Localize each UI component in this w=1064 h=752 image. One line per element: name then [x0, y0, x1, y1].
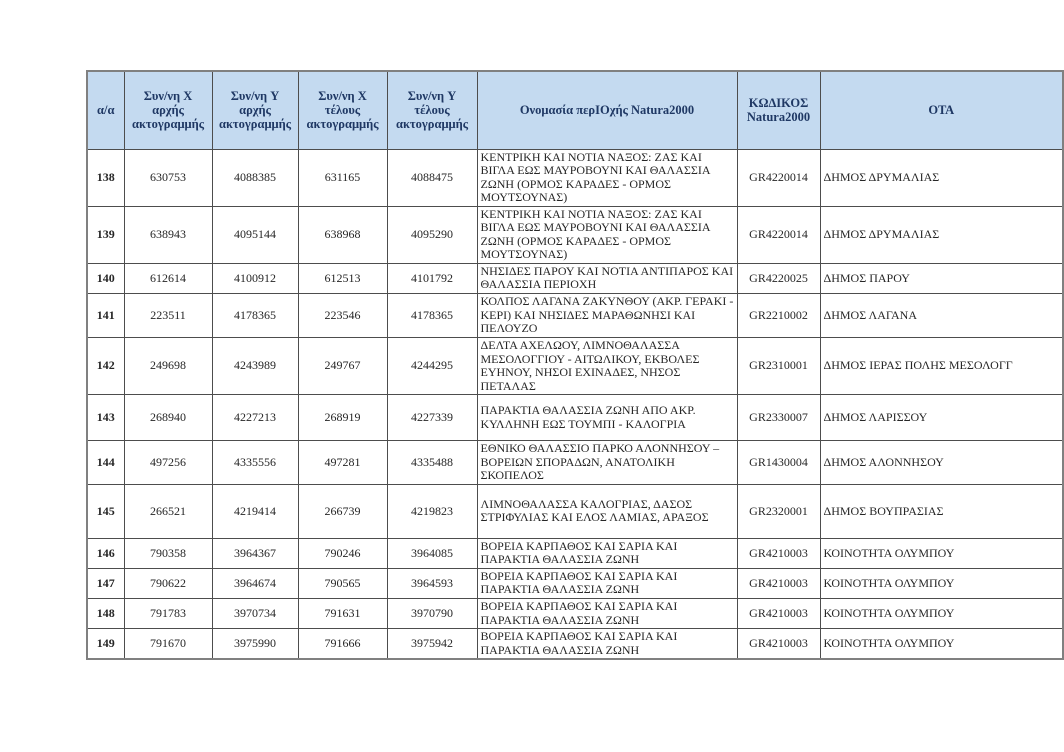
- cell-natura-name: ΚΕΝΤΡΙΚΗ ΚΑΙ ΝΟΤΙΑ ΝΑΞΟΣ: ΖΑΣ ΚΑΙ ΒΙΓΛΑ ΕΩΣ ΜΑΥΡΟΒΟΥΝΙ ΚΑΙ ΘΑΛΑΣΣΙΑ ΖΩΝΗ (ΟΡΜΟΣ ΚΑΡΑΔΕΣ - ΟΡΜΟΣ ΜΟΥΤΣΟΥΝΑΣ): [477, 149, 737, 206]
- cell-natura-code: GR4220014: [737, 206, 820, 263]
- cell-x-end: 223546: [298, 293, 387, 337]
- cell-row-number: 146: [87, 538, 124, 568]
- cell-natura-code: GR1430004: [737, 441, 820, 485]
- cell-x-end: 249767: [298, 337, 387, 394]
- cell-x-start: 268940: [124, 395, 212, 441]
- cell-y-end: 3964593: [387, 568, 477, 598]
- cell-x-start: 249698: [124, 337, 212, 394]
- cell-y-end: 4095290: [387, 206, 477, 263]
- table-row: [87, 629, 1063, 660]
- cell-y-end: 4088475: [387, 149, 477, 206]
- cell-natura-name: ΒΟΡΕΙΑ ΚΑΡΠΑΘΟΣ ΚΑΙ ΣΑΡΙΑ ΚΑΙ ΠΑΡΑΚΤΙΑ ΘΑΛΑΣΣΙΑ ΖΩΝΗ: [477, 538, 737, 568]
- cell-x-start: 612614: [124, 263, 212, 293]
- cell-y-end: 4227339: [387, 395, 477, 441]
- cell-ota: ΚΟΙΝΟΤΗΤΑ ΟΛΥΜΠΟΥ: [820, 568, 1063, 598]
- table-row: [87, 293, 1063, 337]
- cell-x-end: 266739: [298, 484, 387, 538]
- cell-y-end: 3970790: [387, 598, 477, 628]
- cell-natura-name: ΒΟΡΕΙΑ ΚΑΡΠΑΘΟΣ ΚΑΙ ΣΑΡΙΑ ΚΑΙ ΠΑΡΑΚΤΙΑ ΘΑΛΑΣΣΙΑ ΖΩΝΗ: [477, 629, 737, 660]
- cell-row-number: 142: [87, 337, 124, 394]
- cell-ota: ΔΗΜΟΣ ΔΡΥΜΑΛΙΑΣ: [820, 149, 1063, 206]
- table-row: [87, 263, 1063, 293]
- cell-y-start: 4088385: [212, 149, 298, 206]
- cell-row-number: 145: [87, 484, 124, 538]
- cell-natura-code: GR4220014: [737, 149, 820, 206]
- cell-natura-code: GR2310001: [737, 337, 820, 394]
- table-body: [87, 149, 1063, 659]
- cell-ota: ΔΗΜΟΣ ΔΡΥΜΑΛΙΑΣ: [820, 206, 1063, 263]
- cell-x-end: 790565: [298, 568, 387, 598]
- cell-x-start: 638943: [124, 206, 212, 263]
- cell-row-number: 147: [87, 568, 124, 598]
- cell-row-number: 149: [87, 629, 124, 660]
- col-header-ota: ΟΤΑ: [820, 71, 1063, 149]
- cell-y-start: 4227213: [212, 395, 298, 441]
- cell-row-number: 139: [87, 206, 124, 263]
- cell-natura-name: ΛΙΜΝΟΘΑΛΑΣΣΑ ΚΑΛΟΓΡΙΑΣ, ΔΑΣΟΣ ΣΤΡΙΦΥΛΙΑΣ ΚΑΙ ΕΛΟΣ ΛΑΜΙΑΣ, ΑΡΑΞΟΣ: [477, 484, 737, 538]
- cell-y-end: 4335488: [387, 441, 477, 485]
- cell-y-start: 4095144: [212, 206, 298, 263]
- col-header-natura-name: Ονομασία περΙΟχής Natura2000: [477, 71, 737, 149]
- cell-natura-code: GR4210003: [737, 598, 820, 628]
- col-header-y-start: Συν/νη Y αρχής ακτογραμμής: [212, 71, 298, 149]
- cell-row-number: 141: [87, 293, 124, 337]
- cell-natura-code: GR4210003: [737, 568, 820, 598]
- cell-y-end: 4219823: [387, 484, 477, 538]
- cell-ota: ΚΟΙΝΟΤΗΤΑ ΟΛΥΜΠΟΥ: [820, 598, 1063, 628]
- table-row: [87, 149, 1063, 206]
- cell-y-start: 4219414: [212, 484, 298, 538]
- cell-y-start: 4243989: [212, 337, 298, 394]
- cell-row-number: 140: [87, 263, 124, 293]
- cell-row-number: 138: [87, 149, 124, 206]
- cell-natura-name: ΕΘΝΙΚΟ ΘΑΛΑΣΣΙΟ ΠΑΡΚΟ ΑΛΟΝΝΗΣΟΥ – ΒΟΡΕΙΩΝ ΣΠΟΡΑΔΩΝ, ΑΝΑΤΟΛΙΚΗ ΣΚΟΠΕΛΟΣ: [477, 441, 737, 485]
- cell-y-end: 3964085: [387, 538, 477, 568]
- cell-x-end: 631165: [298, 149, 387, 206]
- cell-x-end: 497281: [298, 441, 387, 485]
- cell-y-end: 4178365: [387, 293, 477, 337]
- table-row: [87, 395, 1063, 441]
- cell-x-start: 223511: [124, 293, 212, 337]
- cell-x-start: 790358: [124, 538, 212, 568]
- cell-natura-name: ΝΗΣΙΔΕΣ ΠΑΡΟΥ ΚΑΙ ΝΟΤΙΑ ΑΝΤΙΠΑΡΟΣ ΚΑΙ ΘΑΛΑΣΣΙΑ ΠΕΡΙΟΧΗ: [477, 263, 737, 293]
- cell-ota: ΔΗΜΟΣ ΙΕΡΑΣ ΠΟΛΗΣ ΜΕΣΟΛΟΓΓ: [820, 337, 1063, 394]
- cell-x-start: 791783: [124, 598, 212, 628]
- table-row: [87, 441, 1063, 485]
- cell-natura-name: ΒΟΡΕΙΑ ΚΑΡΠΑΘΟΣ ΚΑΙ ΣΑΡΙΑ ΚΑΙ ΠΑΡΑΚΤΙΑ ΘΑΛΑΣΣΙΑ ΖΩΝΗ: [477, 598, 737, 628]
- cell-natura-code: GR4220025: [737, 263, 820, 293]
- cell-natura-name: ΠΑΡΑΚΤΙΑ ΘΑΛΑΣΣΙΑ ΖΩΝΗ ΑΠΟ ΑΚΡ. ΚΥΛΛΗΝΗ ΕΩΣ ΤΟΥΜΠΙ - ΚΑΛΟΓΡΙΑ: [477, 395, 737, 441]
- cell-x-end: 612513: [298, 263, 387, 293]
- cell-ota: ΔΗΜΟΣ ΑΛΟΝΝΗΣΟΥ: [820, 441, 1063, 485]
- col-header-y-end: Συν/νη Y τέλους ακτογραμμής: [387, 71, 477, 149]
- cell-natura-code: GR2210002: [737, 293, 820, 337]
- cell-ota: ΚΟΙΝΟΤΗΤΑ ΟΛΥΜΠΟΥ: [820, 629, 1063, 660]
- cell-y-start: 4178365: [212, 293, 298, 337]
- table-row: [87, 568, 1063, 598]
- cell-natura-name: ΚΕΝΤΡΙΚΗ ΚΑΙ ΝΟΤΙΑ ΝΑΞΟΣ: ΖΑΣ ΚΑΙ ΒΙΓΛΑ ΕΩΣ ΜΑΥΡΟΒΟΥΝΙ ΚΑΙ ΘΑΛΑΣΣΙΑ ΖΩΝΗ (ΟΡΜΟΣ ΚΑΡΑΔΕΣ - ΟΡΜΟΣ ΜΟΥΤΣΟΥΝΑΣ): [477, 206, 737, 263]
- cell-x-start: 791670: [124, 629, 212, 660]
- table-row: [87, 484, 1063, 538]
- table-row: [87, 538, 1063, 568]
- cell-row-number: 143: [87, 395, 124, 441]
- cell-row-number: 148: [87, 598, 124, 628]
- table-row: [87, 598, 1063, 628]
- cell-x-end: 791631: [298, 598, 387, 628]
- cell-y-end: 3975942: [387, 629, 477, 660]
- cell-y-end: 4101792: [387, 263, 477, 293]
- cell-y-start: 3970734: [212, 598, 298, 628]
- cell-x-start: 630753: [124, 149, 212, 206]
- cell-y-start: 3964674: [212, 568, 298, 598]
- table-row: [87, 337, 1063, 394]
- cell-ota: ΔΗΜΟΣ ΒΟΥΠΡΑΣΙΑΣ: [820, 484, 1063, 538]
- col-header-index: α/α: [87, 71, 124, 149]
- cell-ota: ΚΟΙΝΟΤΗΤΑ ΟΛΥΜΠΟΥ: [820, 538, 1063, 568]
- cell-y-start: 3975990: [212, 629, 298, 660]
- cell-ota: ΔΗΜΟΣ ΛΑΡΙΣΣΟΥ: [820, 395, 1063, 441]
- cell-natura-name: ΔΕΛΤΑ ΑΧΕΛΩΟΥ, ΛΙΜΝΟΘΑΛΑΣΣΑ ΜΕΣΟΛΟΓΓΙΟΥ - ΑΙΤΩΛΙΚΟΥ, ΕΚΒΟΛΕΣ ΕΥΗΝΟΥ, ΝΗΣΟΙ ΕΧΙΝΑΔΕΣ, ΝΗΣΟΣ ΠΕΤΑΛΑΣ: [477, 337, 737, 394]
- cell-y-end: 4244295: [387, 337, 477, 394]
- cell-natura-name: ΚΟΛΠΟΣ ΛΑΓΑΝΑ ΖΑΚΥΝΘΟΥ (ΑΚΡ. ΓΕΡΑΚΙ - ΚΕΡΙ) ΚΑΙ ΝΗΣΙΔΕΣ ΜΑΡΑΘΩΝΗΣΙ ΚΑΙ ΠΕΛΟΥΖΟ: [477, 293, 737, 337]
- cell-x-end: 791666: [298, 629, 387, 660]
- cell-y-start: 4335556: [212, 441, 298, 485]
- cell-natura-name: ΒΟΡΕΙΑ ΚΑΡΠΑΘΟΣ ΚΑΙ ΣΑΡΙΑ ΚΑΙ ΠΑΡΑΚΤΙΑ ΘΑΛΑΣΣΙΑ ΖΩΝΗ: [477, 568, 737, 598]
- col-header-x-end: Συν/νη X τέλους ακτογραμμής: [298, 71, 387, 149]
- cell-row-number: 144: [87, 441, 124, 485]
- cell-y-start: 4100912: [212, 263, 298, 293]
- table-row: [87, 206, 1063, 263]
- cell-y-start: 3964367: [212, 538, 298, 568]
- cell-natura-code: GR4210003: [737, 629, 820, 660]
- cell-natura-code: GR2330007: [737, 395, 820, 441]
- natura2000-table: [86, 70, 1064, 660]
- header-row: [87, 71, 1063, 149]
- cell-ota: ΔΗΜΟΣ ΛΑΓΑΝΑ: [820, 293, 1063, 337]
- cell-ota: ΔΗΜΟΣ ΠΑΡΟΥ: [820, 263, 1063, 293]
- cell-x-end: 790246: [298, 538, 387, 568]
- cell-x-start: 790622: [124, 568, 212, 598]
- cell-x-end: 638968: [298, 206, 387, 263]
- cell-x-end: 268919: [298, 395, 387, 441]
- cell-x-start: 266521: [124, 484, 212, 538]
- cell-x-start: 497256: [124, 441, 212, 485]
- cell-natura-code: GR4210003: [737, 538, 820, 568]
- cell-natura-code: GR2320001: [737, 484, 820, 538]
- col-header-x-start: Συν/νη X αρχής ακτογραμμής: [124, 71, 212, 149]
- col-header-natura-code: ΚΩΔΙΚΟΣ Natura2000: [737, 71, 820, 149]
